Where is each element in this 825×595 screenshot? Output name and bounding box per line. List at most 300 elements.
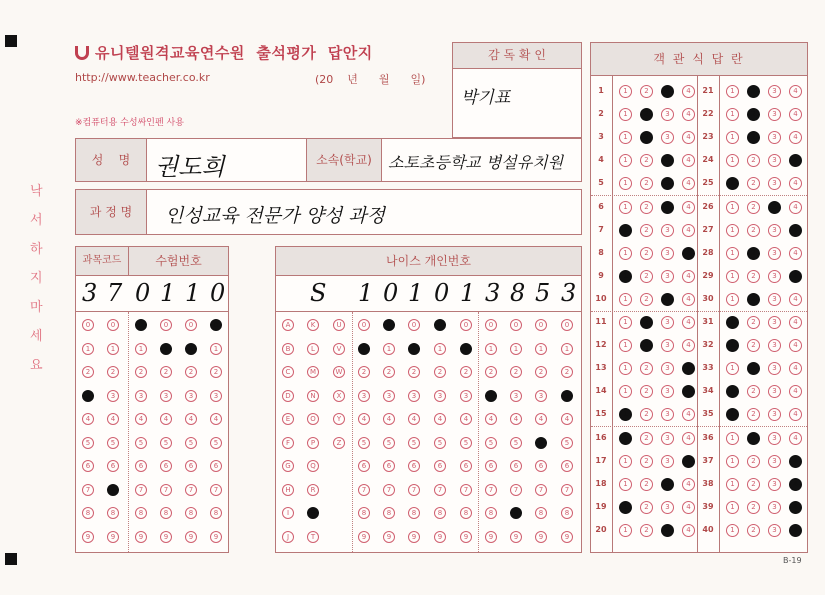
digit-bubble[interactable]: 9 — [160, 531, 172, 543]
digit-bubble[interactable]: 3 — [358, 390, 370, 402]
digit-bubble[interactable]: 9 — [185, 531, 197, 543]
answer-bubble[interactable]: 4 — [682, 432, 695, 445]
affiliation-field[interactable] — [381, 138, 582, 182]
digit-bubble[interactable]: 5 — [135, 437, 147, 449]
digit-bubble[interactable]: 2 — [561, 366, 573, 378]
answer-bubble[interactable]: 4 — [789, 154, 802, 167]
answer-bubble[interactable]: 2 — [640, 362, 653, 375]
answer-bubble[interactable]: 4 — [682, 293, 695, 306]
answer-bubble[interactable]: 3 — [661, 478, 674, 491]
digit-bubble[interactable]: 5 — [535, 437, 547, 449]
answer-bubble[interactable]: 2 — [747, 270, 760, 283]
digit-bubble[interactable]: 3 — [434, 390, 446, 402]
digit-bubble[interactable]: 1 — [107, 343, 119, 355]
answer-bubble[interactable]: 1 — [726, 247, 739, 260]
digit-bubble[interactable]: 3 — [510, 390, 522, 402]
digit-bubble[interactable]: 8 — [485, 507, 497, 519]
answer-bubble[interactable]: 2 — [747, 432, 760, 445]
digit-bubble[interactable]: 2 — [107, 366, 119, 378]
digit-bubble[interactable]: 0 — [460, 319, 472, 331]
answer-bubble[interactable]: 2 — [640, 85, 653, 98]
digit-bubble[interactable]: 3 — [160, 390, 172, 402]
digit-bubble[interactable]: 7 — [160, 484, 172, 496]
answer-bubble[interactable]: 3 — [768, 478, 781, 491]
digit-bubble[interactable]: 9 — [561, 531, 573, 543]
answer-bubble[interactable]: 4 — [789, 108, 802, 121]
answer-bubble[interactable]: 2 — [747, 478, 760, 491]
answer-bubble[interactable]: 4 — [789, 455, 802, 468]
digit-bubble[interactable]: 5 — [210, 437, 222, 449]
digit-bubble[interactable]: 4 — [535, 413, 547, 425]
digit-bubble[interactable]: 2 — [535, 366, 547, 378]
answer-bubble[interactable]: 3 — [768, 362, 781, 375]
letter-bubble[interactable]: L — [307, 343, 319, 355]
letter-bubble[interactable]: M — [307, 366, 319, 378]
digit-bubble[interactable]: 3 — [408, 390, 420, 402]
digit-bubble[interactable]: 2 — [510, 366, 522, 378]
answer-bubble[interactable]: 3 — [661, 131, 674, 144]
digit-bubble[interactable]: 2 — [210, 366, 222, 378]
letter-bubble[interactable]: Z — [333, 437, 345, 449]
digit-bubble[interactable]: 6 — [160, 460, 172, 472]
digit-bubble[interactable]: 3 — [460, 390, 472, 402]
answer-bubble[interactable]: 2 — [747, 201, 760, 214]
digit-bubble[interactable]: 9 — [82, 531, 94, 543]
answer-bubble[interactable]: 2 — [640, 316, 653, 329]
letter-bubble[interactable]: Q — [307, 460, 319, 472]
digit-bubble[interactable]: 0 — [561, 319, 573, 331]
answer-bubble[interactable]: 3 — [661, 501, 674, 514]
answer-bubble[interactable]: 3 — [661, 432, 674, 445]
digit-bubble[interactable]: 3 — [485, 390, 497, 402]
digit-bubble[interactable]: 3 — [210, 390, 222, 402]
digit-bubble[interactable]: 6 — [535, 460, 547, 472]
letter-bubble[interactable]: S — [307, 507, 319, 519]
answer-bubble[interactable]: 2 — [640, 201, 653, 214]
digit-bubble[interactable]: 5 — [160, 437, 172, 449]
answer-bubble[interactable]: 3 — [768, 177, 781, 190]
answer-bubble[interactable]: 2 — [747, 293, 760, 306]
answer-bubble[interactable]: 4 — [789, 85, 802, 98]
letter-bubble[interactable]: X — [333, 390, 345, 402]
answer-bubble[interactable]: 1 — [619, 224, 632, 237]
answer-bubble[interactable]: 3 — [661, 316, 674, 329]
answer-bubble[interactable]: 1 — [619, 131, 632, 144]
digit-bubble[interactable]: 9 — [408, 531, 420, 543]
letter-bubble[interactable]: O — [307, 413, 319, 425]
digit-bubble[interactable]: 8 — [210, 507, 222, 519]
digit-bubble[interactable]: 7 — [535, 484, 547, 496]
digit-bubble[interactable]: 3 — [135, 390, 147, 402]
digit-bubble[interactable]: 6 — [383, 460, 395, 472]
digit-bubble[interactable]: 1 — [510, 343, 522, 355]
answer-bubble[interactable]: 2 — [747, 408, 760, 421]
answer-bubble[interactable]: 1 — [726, 455, 739, 468]
answer-bubble[interactable]: 1 — [726, 339, 739, 352]
answer-bubble[interactable]: 2 — [640, 177, 653, 190]
letter-bubble[interactable]: V — [333, 343, 345, 355]
answer-bubble[interactable]: 1 — [619, 85, 632, 98]
digit-bubble[interactable]: 4 — [485, 413, 497, 425]
digit-bubble[interactable]: 4 — [210, 413, 222, 425]
answer-bubble[interactable]: 1 — [619, 478, 632, 491]
digit-bubble[interactable]: 0 — [408, 319, 420, 331]
letter-bubble[interactable]: A — [282, 319, 294, 331]
answer-bubble[interactable]: 3 — [768, 316, 781, 329]
answer-bubble[interactable]: 3 — [661, 201, 674, 214]
answer-bubble[interactable]: 1 — [726, 224, 739, 237]
answer-bubble[interactable]: 4 — [789, 131, 802, 144]
answer-bubble[interactable]: 2 — [747, 524, 760, 537]
letter-bubble[interactable]: E — [282, 413, 294, 425]
digit-bubble[interactable]: 7 — [82, 484, 94, 496]
course-field[interactable] — [146, 189, 582, 235]
digit-bubble[interactable]: 2 — [160, 366, 172, 378]
digit-bubble[interactable]: 4 — [358, 413, 370, 425]
digit-bubble[interactable]: 1 — [185, 343, 197, 355]
digit-bubble[interactable]: 7 — [383, 484, 395, 496]
digit-bubble[interactable]: 0 — [107, 319, 119, 331]
answer-bubble[interactable]: 4 — [789, 316, 802, 329]
answer-bubble[interactable]: 4 — [789, 339, 802, 352]
digit-bubble[interactable]: 1 — [160, 343, 172, 355]
answer-bubble[interactable]: 3 — [768, 385, 781, 398]
answer-bubble[interactable]: 1 — [726, 432, 739, 445]
answer-bubble[interactable]: 4 — [789, 201, 802, 214]
digit-bubble[interactable]: 0 — [210, 319, 222, 331]
digit-bubble[interactable]: 7 — [434, 484, 446, 496]
digit-bubble[interactable]: 1 — [82, 343, 94, 355]
digit-bubble[interactable]: 3 — [561, 390, 573, 402]
answer-bubble[interactable]: 4 — [682, 85, 695, 98]
answer-bubble[interactable]: 1 — [726, 85, 739, 98]
answer-bubble[interactable]: 3 — [768, 432, 781, 445]
answer-bubble[interactable]: 3 — [661, 362, 674, 375]
answer-bubble[interactable]: 1 — [726, 385, 739, 398]
digit-bubble[interactable]: 1 — [358, 343, 370, 355]
digit-bubble[interactable]: 0 — [535, 319, 547, 331]
answer-bubble[interactable]: 4 — [789, 177, 802, 190]
digit-bubble[interactable]: 1 — [460, 343, 472, 355]
answer-bubble[interactable]: 1 — [619, 385, 632, 398]
digit-bubble[interactable]: 0 — [160, 319, 172, 331]
answer-bubble[interactable]: 2 — [747, 131, 760, 144]
letter-bubble[interactable]: G — [282, 460, 294, 472]
answer-bubble[interactable]: 2 — [640, 293, 653, 306]
answer-bubble[interactable]: 2 — [640, 455, 653, 468]
answer-bubble[interactable]: 4 — [682, 339, 695, 352]
digit-bubble[interactable]: 5 — [185, 437, 197, 449]
digit-bubble[interactable]: 2 — [460, 366, 472, 378]
answer-bubble[interactable]: 3 — [768, 408, 781, 421]
digit-bubble[interactable]: 9 — [485, 531, 497, 543]
answer-bubble[interactable]: 3 — [768, 455, 781, 468]
answer-bubble[interactable]: 4 — [789, 385, 802, 398]
answer-bubble[interactable]: 3 — [661, 177, 674, 190]
letter-bubble[interactable]: I — [282, 507, 294, 519]
answer-bubble[interactable]: 4 — [682, 385, 695, 398]
answer-bubble[interactable]: 4 — [682, 131, 695, 144]
answer-bubble[interactable]: 1 — [726, 316, 739, 329]
letter-bubble[interactable]: B — [282, 343, 294, 355]
answer-bubble[interactable]: 2 — [640, 385, 653, 398]
answer-bubble[interactable]: 1 — [619, 177, 632, 190]
letter-bubble[interactable]: U — [333, 319, 345, 331]
answer-bubble[interactable]: 2 — [640, 247, 653, 260]
answer-bubble[interactable]: 3 — [661, 247, 674, 260]
answer-bubble[interactable]: 1 — [726, 201, 739, 214]
digit-bubble[interactable]: 6 — [460, 460, 472, 472]
answer-bubble[interactable]: 3 — [661, 455, 674, 468]
answer-bubble[interactable]: 3 — [661, 85, 674, 98]
answer-bubble[interactable]: 4 — [682, 270, 695, 283]
digit-bubble[interactable]: 9 — [434, 531, 446, 543]
digit-bubble[interactable]: 8 — [185, 507, 197, 519]
digit-bubble[interactable]: 8 — [434, 507, 446, 519]
answer-bubble[interactable]: 2 — [747, 316, 760, 329]
answer-bubble[interactable]: 2 — [640, 478, 653, 491]
answer-bubble[interactable]: 1 — [726, 408, 739, 421]
answer-bubble[interactable]: 4 — [789, 408, 802, 421]
answer-bubble[interactable]: 1 — [619, 408, 632, 421]
answer-bubble[interactable]: 3 — [768, 524, 781, 537]
answer-bubble[interactable]: 4 — [682, 455, 695, 468]
answer-bubble[interactable]: 4 — [682, 247, 695, 260]
digit-bubble[interactable]: 8 — [358, 507, 370, 519]
digit-bubble[interactable]: 5 — [82, 437, 94, 449]
letter-bubble[interactable]: R — [307, 484, 319, 496]
answer-bubble[interactable]: 4 — [789, 270, 802, 283]
answer-bubble[interactable]: 3 — [768, 154, 781, 167]
digit-bubble[interactable]: 1 — [408, 343, 420, 355]
letter-bubble[interactable]: C — [282, 366, 294, 378]
answer-bubble[interactable]: 4 — [789, 362, 802, 375]
name-field[interactable] — [146, 138, 307, 182]
answer-bubble[interactable]: 3 — [768, 85, 781, 98]
digit-bubble[interactable]: 7 — [561, 484, 573, 496]
digit-bubble[interactable]: 7 — [358, 484, 370, 496]
answer-bubble[interactable]: 2 — [640, 339, 653, 352]
answer-bubble[interactable]: 2 — [747, 339, 760, 352]
digit-bubble[interactable]: 4 — [460, 413, 472, 425]
letter-bubble[interactable]: Y — [333, 413, 345, 425]
answer-bubble[interactable]: 2 — [747, 177, 760, 190]
digit-bubble[interactable]: 5 — [485, 437, 497, 449]
answer-bubble[interactable]: 2 — [640, 108, 653, 121]
digit-bubble[interactable]: 7 — [510, 484, 522, 496]
answer-bubble[interactable]: 4 — [682, 201, 695, 214]
answer-bubble[interactable]: 2 — [640, 131, 653, 144]
digit-bubble[interactable]: 8 — [510, 507, 522, 519]
digit-bubble[interactable]: 5 — [107, 437, 119, 449]
answer-bubble[interactable]: 1 — [726, 293, 739, 306]
answer-bubble[interactable]: 1 — [619, 108, 632, 121]
answer-bubble[interactable]: 3 — [661, 524, 674, 537]
digit-bubble[interactable]: 7 — [460, 484, 472, 496]
digit-bubble[interactable]: 9 — [210, 531, 222, 543]
answer-bubble[interactable]: 3 — [768, 201, 781, 214]
answer-bubble[interactable]: 2 — [747, 224, 760, 237]
digit-bubble[interactable]: 1 — [383, 343, 395, 355]
digit-bubble[interactable]: 7 — [210, 484, 222, 496]
answer-bubble[interactable]: 1 — [619, 270, 632, 283]
answer-bubble[interactable]: 1 — [726, 501, 739, 514]
letter-bubble[interactable]: N — [307, 390, 319, 402]
digit-bubble[interactable]: 5 — [408, 437, 420, 449]
answer-bubble[interactable]: 2 — [747, 85, 760, 98]
answer-bubble[interactable]: 2 — [747, 108, 760, 121]
digit-bubble[interactable]: 8 — [82, 507, 94, 519]
digit-bubble[interactable]: 8 — [460, 507, 472, 519]
digit-bubble[interactable]: 5 — [561, 437, 573, 449]
digit-bubble[interactable]: 9 — [358, 531, 370, 543]
digit-bubble[interactable]: 6 — [135, 460, 147, 472]
answer-bubble[interactable]: 1 — [619, 316, 632, 329]
answer-bubble[interactable]: 4 — [682, 177, 695, 190]
answer-bubble[interactable]: 1 — [619, 432, 632, 445]
digit-bubble[interactable]: 6 — [434, 460, 446, 472]
answer-bubble[interactable]: 2 — [747, 385, 760, 398]
answer-bubble[interactable]: 4 — [789, 524, 802, 537]
answer-bubble[interactable]: 3 — [661, 270, 674, 283]
digit-bubble[interactable]: 0 — [510, 319, 522, 331]
digit-bubble[interactable]: 3 — [185, 390, 197, 402]
digit-bubble[interactable]: 6 — [408, 460, 420, 472]
digit-bubble[interactable]: 8 — [135, 507, 147, 519]
digit-bubble[interactable]: 9 — [510, 531, 522, 543]
answer-bubble[interactable]: 4 — [682, 316, 695, 329]
digit-bubble[interactable]: 6 — [210, 460, 222, 472]
answer-bubble[interactable]: 3 — [768, 339, 781, 352]
answer-bubble[interactable]: 1 — [619, 362, 632, 375]
answer-bubble[interactable]: 4 — [682, 408, 695, 421]
letter-bubble[interactable]: F — [282, 437, 294, 449]
answer-bubble[interactable]: 4 — [789, 478, 802, 491]
letter-bubble[interactable]: J — [282, 531, 294, 543]
answer-bubble[interactable]: 2 — [747, 455, 760, 468]
digit-bubble[interactable]: 7 — [135, 484, 147, 496]
answer-bubble[interactable]: 2 — [747, 362, 760, 375]
digit-bubble[interactable]: 3 — [82, 390, 94, 402]
digit-bubble[interactable]: 2 — [135, 366, 147, 378]
digit-bubble[interactable]: 8 — [535, 507, 547, 519]
digit-bubble[interactable]: 5 — [383, 437, 395, 449]
answer-bubble[interactable]: 2 — [640, 432, 653, 445]
answer-bubble[interactable]: 4 — [789, 501, 802, 514]
digit-bubble[interactable]: 1 — [135, 343, 147, 355]
digit-bubble[interactable]: 1 — [535, 343, 547, 355]
letter-bubble[interactable]: T — [307, 531, 319, 543]
digit-bubble[interactable]: 8 — [107, 507, 119, 519]
answer-bubble[interactable]: 2 — [640, 224, 653, 237]
digit-bubble[interactable]: 7 — [408, 484, 420, 496]
answer-bubble[interactable]: 1 — [619, 501, 632, 514]
digit-bubble[interactable]: 5 — [358, 437, 370, 449]
digit-bubble[interactable]: 2 — [82, 366, 94, 378]
answer-bubble[interactable]: 2 — [640, 270, 653, 283]
answer-bubble[interactable]: 1 — [619, 524, 632, 537]
digit-bubble[interactable]: 2 — [358, 366, 370, 378]
answer-bubble[interactable]: 3 — [661, 108, 674, 121]
digit-bubble[interactable]: 5 — [510, 437, 522, 449]
answer-bubble[interactable]: 4 — [682, 524, 695, 537]
answer-bubble[interactable]: 1 — [726, 108, 739, 121]
digit-bubble[interactable]: 3 — [383, 390, 395, 402]
answer-bubble[interactable]: 2 — [640, 524, 653, 537]
digit-bubble[interactable]: 0 — [383, 319, 395, 331]
answer-bubble[interactable]: 4 — [789, 224, 802, 237]
digit-bubble[interactable]: 7 — [107, 484, 119, 496]
digit-bubble[interactable]: 6 — [107, 460, 119, 472]
answer-bubble[interactable]: 1 — [619, 154, 632, 167]
digit-bubble[interactable]: 8 — [160, 507, 172, 519]
digit-bubble[interactable]: 4 — [135, 413, 147, 425]
digit-bubble[interactable]: 4 — [510, 413, 522, 425]
answer-bubble[interactable]: 1 — [619, 339, 632, 352]
digit-bubble[interactable]: 8 — [561, 507, 573, 519]
answer-bubble[interactable]: 2 — [640, 408, 653, 421]
digit-bubble[interactable]: 0 — [185, 319, 197, 331]
answer-bubble[interactable]: 1 — [726, 524, 739, 537]
answer-bubble[interactable]: 3 — [661, 408, 674, 421]
digit-bubble[interactable]: 6 — [510, 460, 522, 472]
answer-bubble[interactable]: 1 — [726, 177, 739, 190]
answer-bubble[interactable]: 4 — [682, 501, 695, 514]
digit-bubble[interactable]: 2 — [485, 366, 497, 378]
digit-bubble[interactable]: 4 — [408, 413, 420, 425]
answer-bubble[interactable]: 4 — [789, 293, 802, 306]
answer-bubble[interactable]: 3 — [768, 131, 781, 144]
answer-bubble[interactable]: 1 — [726, 270, 739, 283]
letter-bubble[interactable]: K — [307, 319, 319, 331]
digit-bubble[interactable]: 5 — [434, 437, 446, 449]
digit-bubble[interactable]: 4 — [561, 413, 573, 425]
digit-bubble[interactable]: 9 — [135, 531, 147, 543]
answer-bubble[interactable]: 3 — [661, 385, 674, 398]
answer-bubble[interactable]: 3 — [768, 501, 781, 514]
digit-bubble[interactable]: 9 — [107, 531, 119, 543]
letter-bubble[interactable]: D — [282, 390, 294, 402]
digit-bubble[interactable]: 4 — [185, 413, 197, 425]
answer-bubble[interactable]: 1 — [619, 455, 632, 468]
answer-bubble[interactable]: 2 — [747, 501, 760, 514]
answer-bubble[interactable]: 4 — [682, 108, 695, 121]
digit-bubble[interactable]: 0 — [434, 319, 446, 331]
answer-bubble[interactable]: 4 — [682, 478, 695, 491]
answer-bubble[interactable]: 1 — [619, 201, 632, 214]
answer-bubble[interactable]: 3 — [661, 154, 674, 167]
answer-bubble[interactable]: 4 — [682, 362, 695, 375]
answer-bubble[interactable]: 3 — [661, 293, 674, 306]
letter-bubble[interactable]: W — [333, 366, 345, 378]
answer-bubble[interactable]: 1 — [726, 478, 739, 491]
digit-bubble[interactable]: 6 — [82, 460, 94, 472]
answer-bubble[interactable]: 3 — [768, 270, 781, 283]
answer-bubble[interactable]: 3 — [768, 293, 781, 306]
digit-bubble[interactable]: 0 — [135, 319, 147, 331]
digit-bubble[interactable]: 1 — [434, 343, 446, 355]
digit-bubble[interactable]: 8 — [408, 507, 420, 519]
answer-bubble[interactable]: 3 — [768, 108, 781, 121]
digit-bubble[interactable]: 0 — [82, 319, 94, 331]
digit-bubble[interactable]: 7 — [185, 484, 197, 496]
digit-bubble[interactable]: 4 — [107, 413, 119, 425]
answer-bubble[interactable]: 1 — [619, 247, 632, 260]
digit-bubble[interactable]: 2 — [408, 366, 420, 378]
letter-bubble[interactable]: P — [307, 437, 319, 449]
digit-bubble[interactable]: 6 — [358, 460, 370, 472]
digit-bubble[interactable]: 0 — [485, 319, 497, 331]
